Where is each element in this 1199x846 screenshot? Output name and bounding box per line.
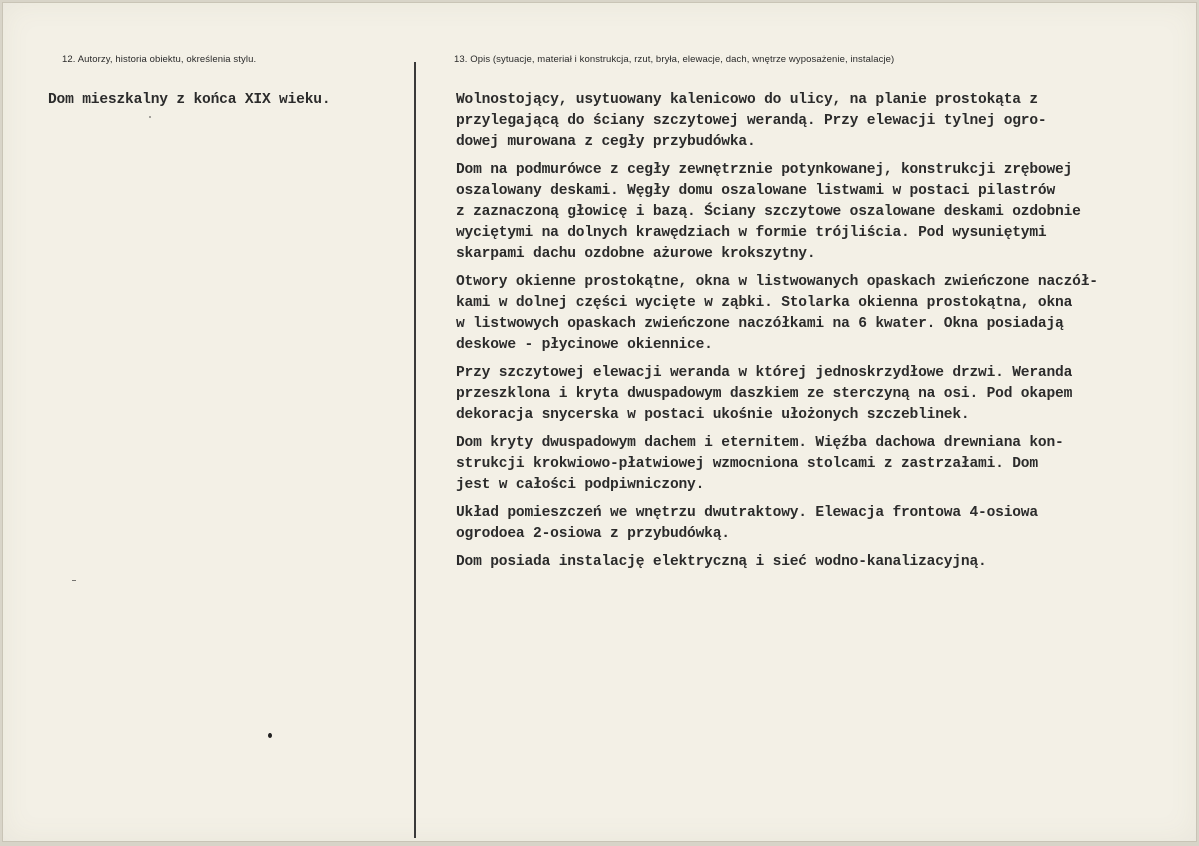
- description-line: jest w całości podpiwniczony.: [456, 477, 705, 493]
- field-12-header: 12. Autorzy, historia obiektu, określenia stylu.: [62, 54, 257, 65]
- description-paragraph: [456, 160, 1196, 265]
- paper-speck: [72, 580, 76, 581]
- description-line: kami w dolnej części wycięte w ząbki. Stolarka okienna prostokątna, okna: [456, 295, 1073, 311]
- description-line: Przy szczytowej elewacji weranda w której jednoskrzydłowe drzwi. Weranda: [456, 365, 1073, 381]
- description-line: Dom kryty dwuspadowym dachem i eternitem. Więźba dachowa drewniana kon-: [456, 435, 1064, 451]
- paper-speck: [268, 733, 272, 738]
- description-line: strukcji krokwiowo-płatwiowej wzmocniona stolcami z zastrzałami. Dom: [456, 456, 1038, 472]
- description-paragraph: [456, 503, 1196, 545]
- description-paragraph: [456, 552, 1196, 573]
- description-paragraph: [456, 272, 1196, 356]
- description-line: dekoracja snycerska w postaci ukośnie ułożonych szczeblinek.: [456, 407, 970, 423]
- form-sheet: [2, 2, 1197, 842]
- field-12-value: Dom mieszkalny z końca XIX wieku.: [48, 92, 331, 108]
- description-line: w listwowych opaskach zwieńczone naczółkami na 6 kwater. Okna posiadają: [456, 316, 1064, 332]
- description-line: Otwory okienne prostokątne, okna w listwowanych opaskach zwieńczone naczół-: [456, 274, 1098, 290]
- description-line: przylegającą do ściany szczytowej werandą. Przy elewacji tylnej ogro-: [456, 113, 1047, 129]
- description-line: ogrodoea 2-osiowa z przybudówką.: [456, 526, 730, 542]
- description-paragraph: [456, 433, 1196, 496]
- description-line: skarpami dachu ozdobne ażurowe krokszytny.: [456, 246, 816, 262]
- field-13-header: 13. Opis (sytuacje, materiał i konstrukcja, rzut, bryła, elewacje, dach, wnętrze wyposażenie, instalacje): [454, 54, 895, 65]
- description-line: przeszklona i kryta dwuspadowym daszkiem ze sterczyną na osi. Pod okapem: [456, 386, 1073, 402]
- description-paragraph: [456, 90, 1196, 153]
- column-divider: [414, 62, 416, 838]
- description-line: dowej murowana z cegły przybudówka.: [456, 134, 756, 150]
- description-line: Wolnostojący, usytuowany kalenicowo do ulicy, na planie prostokąta z: [456, 92, 1038, 108]
- paper-speck: [149, 116, 151, 118]
- description-line: Dom posiada instalację elektryczną i sieć wodno-kanalizacyjną.: [456, 554, 987, 570]
- field-12-column: [2, 2, 414, 842]
- description-line: Dom na podmurówce z cegły zewnętrznie potynkowanej, konstrukcji zrębowej: [456, 162, 1073, 178]
- description-line: z zaznaczoną głowicę i bazą. Ściany szczytowe oszalowane deskami ozdobnie: [456, 204, 1081, 220]
- field-13-column: [418, 2, 1197, 842]
- description-line: Układ pomieszczeń we wnętrzu dwutraktowy. Elewacja frontowa 4-osiowa: [456, 505, 1038, 521]
- description-paragraph: [456, 363, 1196, 426]
- description-line: deskowe - płycinowe okiennice.: [456, 337, 713, 353]
- description-line: oszalowany deskami. Węgły domu oszalowane listwami w postaci pilastrów: [456, 183, 1056, 199]
- field-13-description: [456, 90, 1196, 580]
- description-line: wyciętymi na dolnych krawędziach w formie trójliścia. Pod wysuniętymi: [456, 225, 1047, 241]
